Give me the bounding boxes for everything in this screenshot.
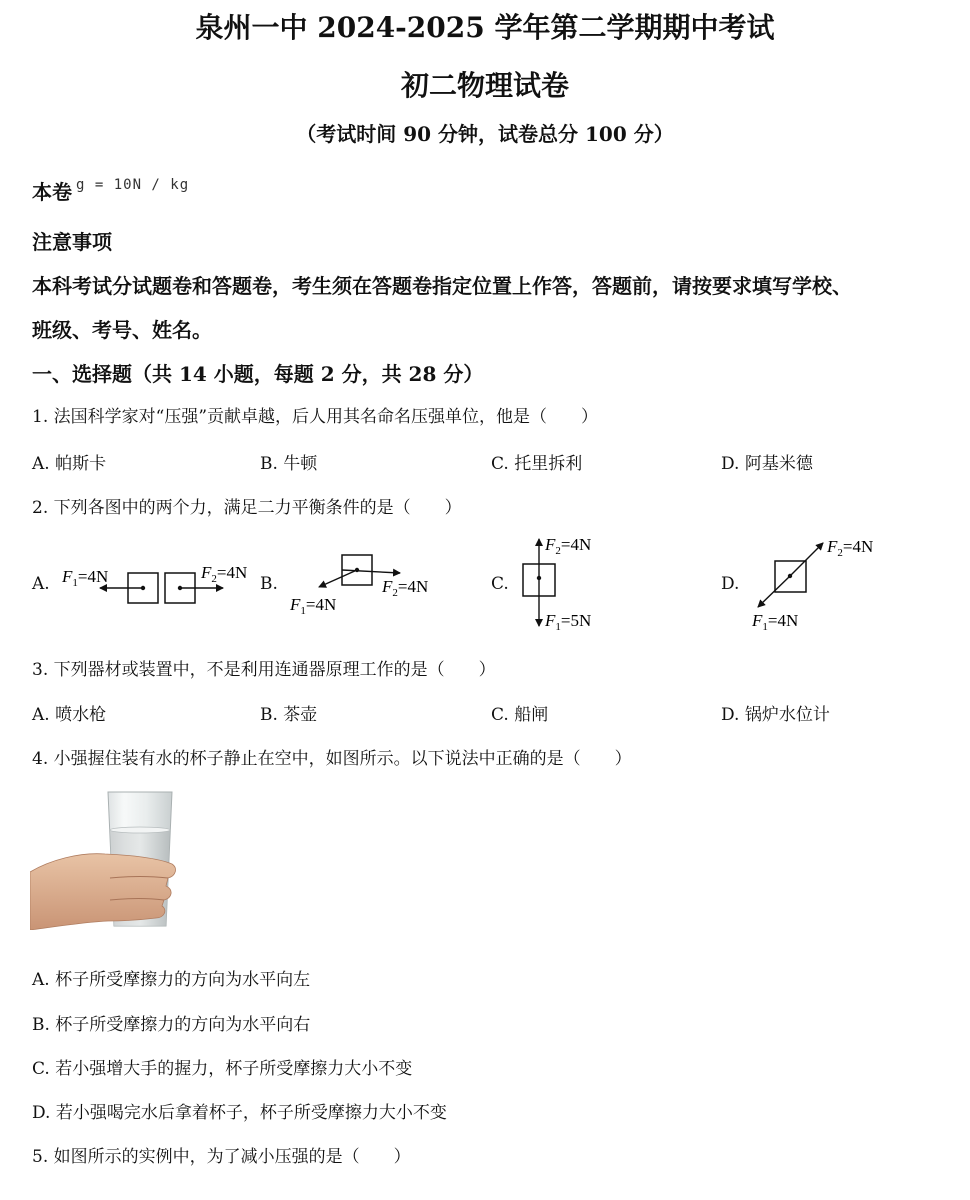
q3-stem: 3. 下列器材或装置中，不是利用连通器原理工作的是（ ） (32, 660, 496, 680)
diagram-c (523, 535, 591, 633)
q1-option-a[interactable]: A. 帕斯卡 (32, 454, 107, 474)
q3-option-d[interactable]: D. 锅炉水位计 (721, 705, 830, 725)
q3-option-a[interactable]: A. 喷水枪 (32, 705, 107, 725)
exam-info: （考试时间 90 分钟，试卷总分 100 分） (296, 122, 674, 146)
q4-option-a[interactable]: A. 杯子所受摩擦力的方向为水平向左 (32, 970, 311, 990)
q1-option-d[interactable]: D. 阿基米德 (721, 454, 813, 474)
notice-line-1: 本科考试分试题卷和答题卷，考生须在答题卷指定位置上作答，答题前，请按要求填写学校、 (32, 274, 852, 298)
force-label-f1: $F_1=4N$ (290, 595, 337, 617)
q1-option-c[interactable]: C. 托里拆利 (491, 454, 583, 474)
diagram-d (751, 537, 873, 633)
g-note-prefix: 本卷 (32, 180, 72, 204)
q1-option-b[interactable]: B. 牛顿 (260, 454, 318, 474)
hand (30, 854, 175, 930)
q4-option-d[interactable]: D. 若小强喝完水后拿着杯子，杯子所受摩擦力大小不变 (32, 1103, 447, 1123)
hand-holding-glass-image (30, 790, 185, 930)
q4-stem: 4. 小强握住装有水的杯子静止在空中，如图所示。以下说法中正确的是（ ） (32, 749, 632, 769)
q2-stem: 2. 下列各图中的两个力，满足二力平衡条件的是（ ） (32, 498, 462, 518)
force-label-f2: $F_2=4N$ (201, 563, 248, 585)
force-label-f2: $F_2=4N$ (827, 537, 874, 559)
g-value: g = 10N / kg (76, 177, 190, 193)
force-label-f2: $F_2=4N$ (382, 577, 429, 599)
force-diagrams (0, 530, 970, 640)
q3-option-b[interactable]: B. 茶壶 (260, 705, 318, 725)
q2-option-d[interactable]: D. (721, 574, 740, 594)
q2-option-b[interactable]: B. (260, 574, 278, 594)
force-label-f1: $F_1=5N$ (545, 611, 592, 633)
force-label-f1: $F_1=4N$ (752, 611, 799, 633)
section-heading: 一、选择题（共 14 小题，每题 2 分，共 28 分） (32, 362, 484, 386)
g-note (32, 176, 189, 205)
q3-option-c[interactable]: C. 船闸 (491, 705, 549, 725)
force-label-f1: $F_1=4N$ (62, 567, 109, 589)
notice-line-2: 班级、考号、姓名。 (32, 318, 212, 342)
notice-heading: 注意事项 (32, 230, 112, 254)
exam-title: 泉州一中 2024-2025 学年第二学期期中考试 (195, 11, 775, 44)
exam-subtitle: 初二物理试卷 (400, 69, 569, 102)
q2-option-a[interactable]: A. (32, 574, 50, 594)
q2-option-c[interactable]: C. (491, 574, 509, 594)
force-label-f2: $F_2=4N$ (545, 535, 592, 557)
diagram-a (61, 563, 247, 603)
diagram-b (289, 555, 428, 617)
q4-option-b[interactable]: B. 杯子所受摩擦力的方向为水平向右 (32, 1015, 311, 1035)
q5-stem: 5. 如图所示的实例中，为了减小压强的是（ ） (32, 1147, 411, 1167)
q4-option-c[interactable]: C. 若小强增大手的握力，杯子所受摩擦力大小不变 (32, 1059, 413, 1079)
q1-stem: 1. 法国科学家对“压强”贡献卓越，后人用其名命名压强单位，他是（ ） (32, 407, 599, 427)
water-surface (110, 827, 170, 833)
